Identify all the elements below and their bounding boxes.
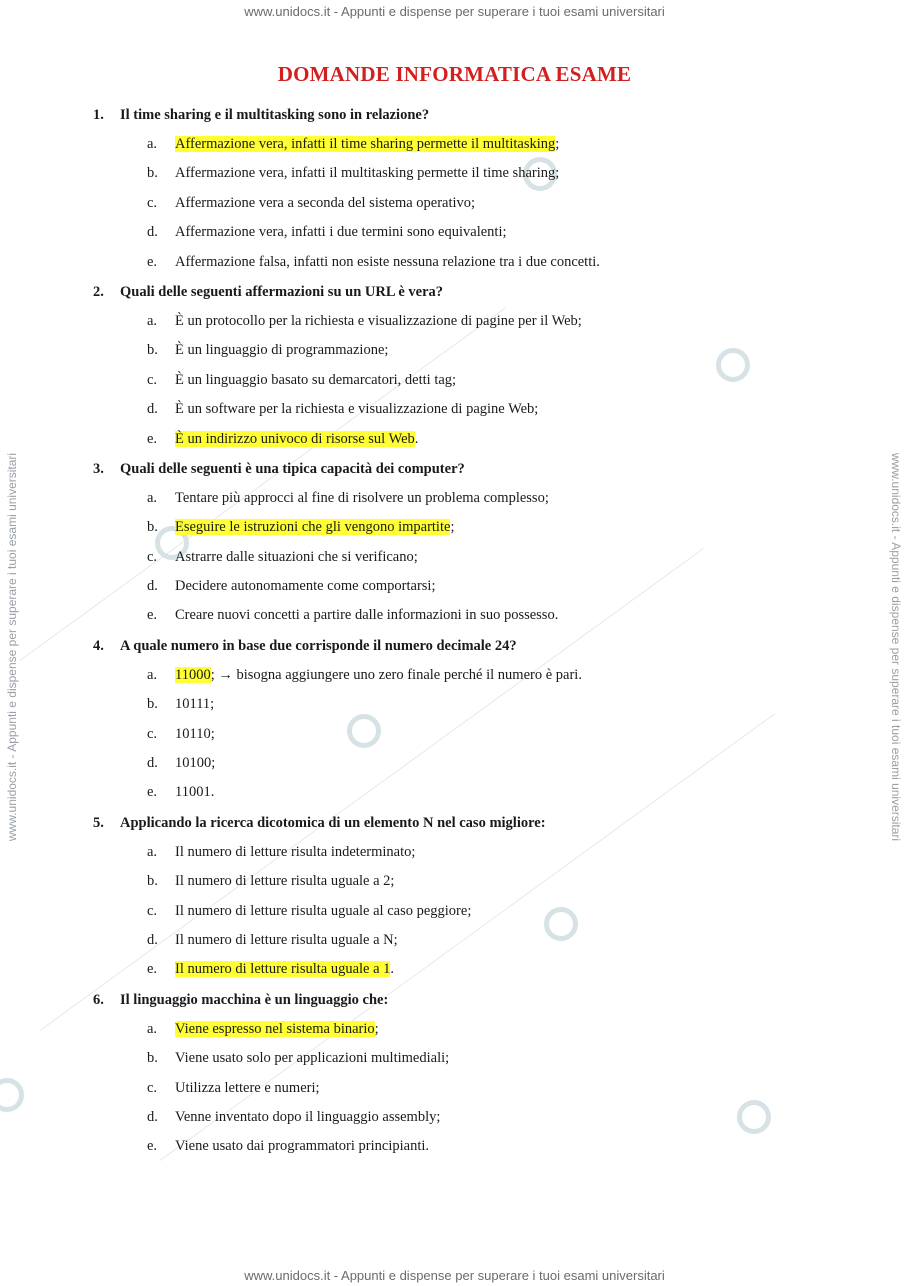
page-title: DOMANDE INFORMATICA ESAME (277, 62, 632, 86)
answer-letter: e. (147, 784, 158, 801)
answer-text (175, 867, 394, 896)
answer-letter: b. (147, 165, 158, 182)
answer-letter: a. (147, 666, 158, 683)
answer-text (175, 926, 398, 955)
answer-option (0, 189, 909, 218)
answer-text-rest: Viene usato dai programmatori principianti. (175, 1138, 430, 1155)
answer-letter: c. (147, 1079, 158, 1096)
answer-text-rest: 10100; (175, 755, 216, 772)
question-number: 1. (93, 107, 104, 123)
answer-text (175, 543, 418, 572)
answer-letter: d. (147, 578, 158, 595)
answer-option (0, 425, 909, 454)
answer-option (0, 159, 909, 188)
answer-option (0, 926, 909, 955)
correct-answer-highlight: Il numero di letture risulta uguale a 1 (175, 961, 391, 978)
answer-text-rest: Il numero di letture risulta uguale a 2; (175, 873, 395, 890)
answer-option (0, 1074, 909, 1103)
answer-text-rest: 10110; (175, 725, 215, 742)
answer-text-rest: È un protocollo per la richiesta e visualizzazione di pagine per il Web; (175, 312, 582, 329)
answer-letter: a. (147, 136, 158, 152)
answer-option (0, 661, 909, 690)
answer-text (175, 778, 214, 807)
answer-option (0, 1044, 909, 1073)
answer-text-rest: Affermazione vera, infatti i due termini sono equivalenti; (175, 224, 507, 241)
answer-text (175, 248, 600, 277)
watermark-right-side: www.unidocs.it - Appunti e dispense per superare i tuoi esami universitari (889, 452, 903, 842)
answer-letter: e. (147, 253, 158, 270)
answer-text-rest: Affermazione falsa, infatti non esiste nessuna relazione tra i due concetti. (175, 253, 600, 270)
answer-letter: a. (147, 843, 158, 860)
answer-option (0, 572, 909, 601)
answer-letter: b. (147, 696, 158, 713)
question-text: A quale numero in base due corrisponde il numero decimale 24? (120, 637, 517, 654)
answer-letter: d. (147, 224, 158, 241)
question-list (0, 100, 909, 1162)
answer-letter: d. (147, 1108, 158, 1125)
answer-text-rest: Il numero di letture risulta indeterminato; (175, 843, 416, 860)
answer-text (175, 336, 388, 365)
answer-option (0, 336, 909, 365)
answer-letter: a. (147, 489, 158, 506)
answer-text-rest: 10111; (175, 696, 215, 713)
answer-text (175, 661, 582, 690)
correct-answer-highlight: Affermazione vera, infatti il time sharing permette il multitasking (175, 136, 556, 152)
answer-letter: c. (147, 194, 158, 211)
answer-text (175, 1044, 449, 1073)
question-text: Il linguaggio macchina è un linguaggio che: (120, 991, 389, 1008)
answer-text (175, 838, 415, 867)
question (0, 100, 909, 130)
answer-option (0, 838, 909, 867)
answer-text-rest: Creare nuovi concetti a partire dalle informazioni in suo possesso. (175, 607, 559, 624)
answer-text (175, 513, 454, 542)
answer-option (0, 218, 909, 247)
answer-text (175, 749, 215, 778)
answer-text-rest: Affermazione vera, infatti il multitasking permette il time sharing; (175, 165, 560, 182)
answer-text-rest: È un linguaggio basato su demarcatori, detti tag; (175, 371, 457, 388)
answer-text-rest: Decidere autonomamente come comportarsi; (175, 578, 436, 595)
correct-answer-highlight: È un indirizzo univoco di risorse sul Web (175, 430, 415, 447)
answer-letter: c. (147, 725, 158, 742)
answer-text (175, 1074, 320, 1103)
answer-letter: c. (147, 548, 158, 565)
answer-text-rest: ; (555, 136, 560, 152)
answer-letter: e. (147, 1138, 158, 1155)
answer-option (0, 778, 909, 807)
answer-letter: d. (147, 755, 158, 772)
answer-letter: d. (147, 931, 158, 948)
answer-text-rest: Utilizza lettere e numeri; (175, 1079, 320, 1096)
question-number: 2. (93, 283, 104, 300)
answer-text (175, 601, 558, 630)
answer-text (175, 720, 215, 749)
answer-text-rest: È un software per la richiesta e visualizzazione di pagine Web; (175, 401, 539, 418)
answer-option (0, 248, 909, 277)
answer-option (0, 513, 909, 542)
watermark-header: www.unidocs.it - Appunti e dispense per superare i tuoi esami universitari (244, 4, 665, 19)
answer-letter: a. (147, 312, 158, 329)
correct-answer-highlight: 11000 (175, 666, 211, 683)
question-number: 5. (93, 814, 104, 831)
question (0, 985, 909, 1015)
answer-text-rest: ; (374, 1020, 379, 1037)
answer-text (175, 1015, 379, 1044)
answer-text (175, 572, 436, 601)
answer-text (175, 1132, 429, 1161)
answer-option (0, 720, 909, 749)
question-text: Il time sharing e il multitasking sono in relazione? (120, 107, 430, 123)
answer-text-rest: . (390, 961, 395, 978)
watermark-footer: www.unidocs.it - Appunti e dispense per superare i tuoi esami universitari (244, 1268, 665, 1283)
answer-text (175, 218, 507, 247)
answer-text-rest: . (414, 430, 419, 447)
answer-option (0, 130, 909, 159)
answer-text (175, 159, 559, 188)
question-number: 3. (93, 460, 104, 477)
answer-text-rest: Venne inventato dopo il linguaggio assembly; (175, 1108, 441, 1125)
answer-text (175, 425, 418, 454)
answer-text-rest: È un linguaggio di programmazione; (175, 342, 389, 359)
answer-text (175, 307, 582, 336)
answer-option (0, 543, 909, 572)
answer-option (0, 1103, 909, 1132)
answer-letter: e. (147, 607, 158, 624)
correct-answer-highlight: Eseguire le istruzioni che gli vengono impartite (175, 519, 451, 536)
answer-option (0, 955, 909, 984)
answer-option (0, 897, 909, 926)
answer-text-rest: Affermazione vera a seconda del sistema operativo; (175, 194, 476, 211)
answer-letter: b. (147, 519, 158, 536)
answer-text-rest: Il numero di letture risulta uguale al caso peggiore; (175, 902, 472, 919)
answer-text-rest: ; (450, 519, 455, 536)
question-text: Applicando la ricerca dicotomica di un elemento N nel caso migliore: (120, 814, 546, 831)
answer-letter: a. (147, 1020, 158, 1037)
answer-letter: c. (147, 371, 158, 388)
answer-text (175, 484, 549, 513)
answer-text (175, 366, 456, 395)
answer-option (0, 749, 909, 778)
answer-text (175, 897, 471, 926)
answer-text-rest: Tentare più approcci al fine di risolvere un problema complesso; (175, 489, 549, 506)
answer-text (175, 130, 559, 159)
answer-option (0, 1015, 909, 1044)
answer-text (175, 395, 538, 424)
question (0, 808, 909, 838)
answer-letter: e. (147, 430, 158, 447)
question (0, 277, 909, 307)
answer-letter: d. (147, 401, 158, 418)
answer-option (0, 1132, 909, 1161)
answer-option (0, 366, 909, 395)
answer-text (175, 1103, 440, 1132)
answer-text-rest: ; → bisogna aggiungere uno zero finale perché il numero è pari. (210, 666, 582, 683)
answer-letter: b. (147, 1050, 158, 1067)
answer-text-rest: 11001. (175, 784, 215, 801)
question-number: 4. (93, 637, 104, 654)
answer-option (0, 867, 909, 896)
answer-letter: e. (147, 961, 158, 978)
answer-text-rest: Il numero di letture risulta uguale a N; (175, 931, 398, 948)
answer-option (0, 307, 909, 336)
question-text: Quali delle seguenti affermazioni su un URL è vera? (120, 283, 444, 300)
answer-text (175, 189, 475, 218)
watermark-left-side: www.unidocs.it - Appunti e dispense per superare i tuoi esami universitari (5, 452, 19, 842)
question-text: Quali delle seguenti è una tipica capacità dei computer? (120, 460, 465, 477)
correct-answer-highlight: Viene espresso nel sistema binario (175, 1020, 375, 1037)
answer-option (0, 484, 909, 513)
answer-text (175, 690, 214, 719)
answer-letter: b. (147, 873, 158, 890)
question (0, 631, 909, 661)
answer-text-rest: Astrarre dalle situazioni che si verificano; (175, 548, 418, 565)
question (0, 454, 909, 484)
answer-option (0, 395, 909, 424)
answer-option (0, 601, 909, 630)
question-number: 6. (93, 991, 104, 1008)
answer-letter: b. (147, 342, 158, 359)
answer-option (0, 690, 909, 719)
answer-text-rest: Viene usato solo per applicazioni multimediali; (175, 1050, 450, 1067)
answer-letter: c. (147, 902, 158, 919)
answer-text (175, 955, 394, 984)
